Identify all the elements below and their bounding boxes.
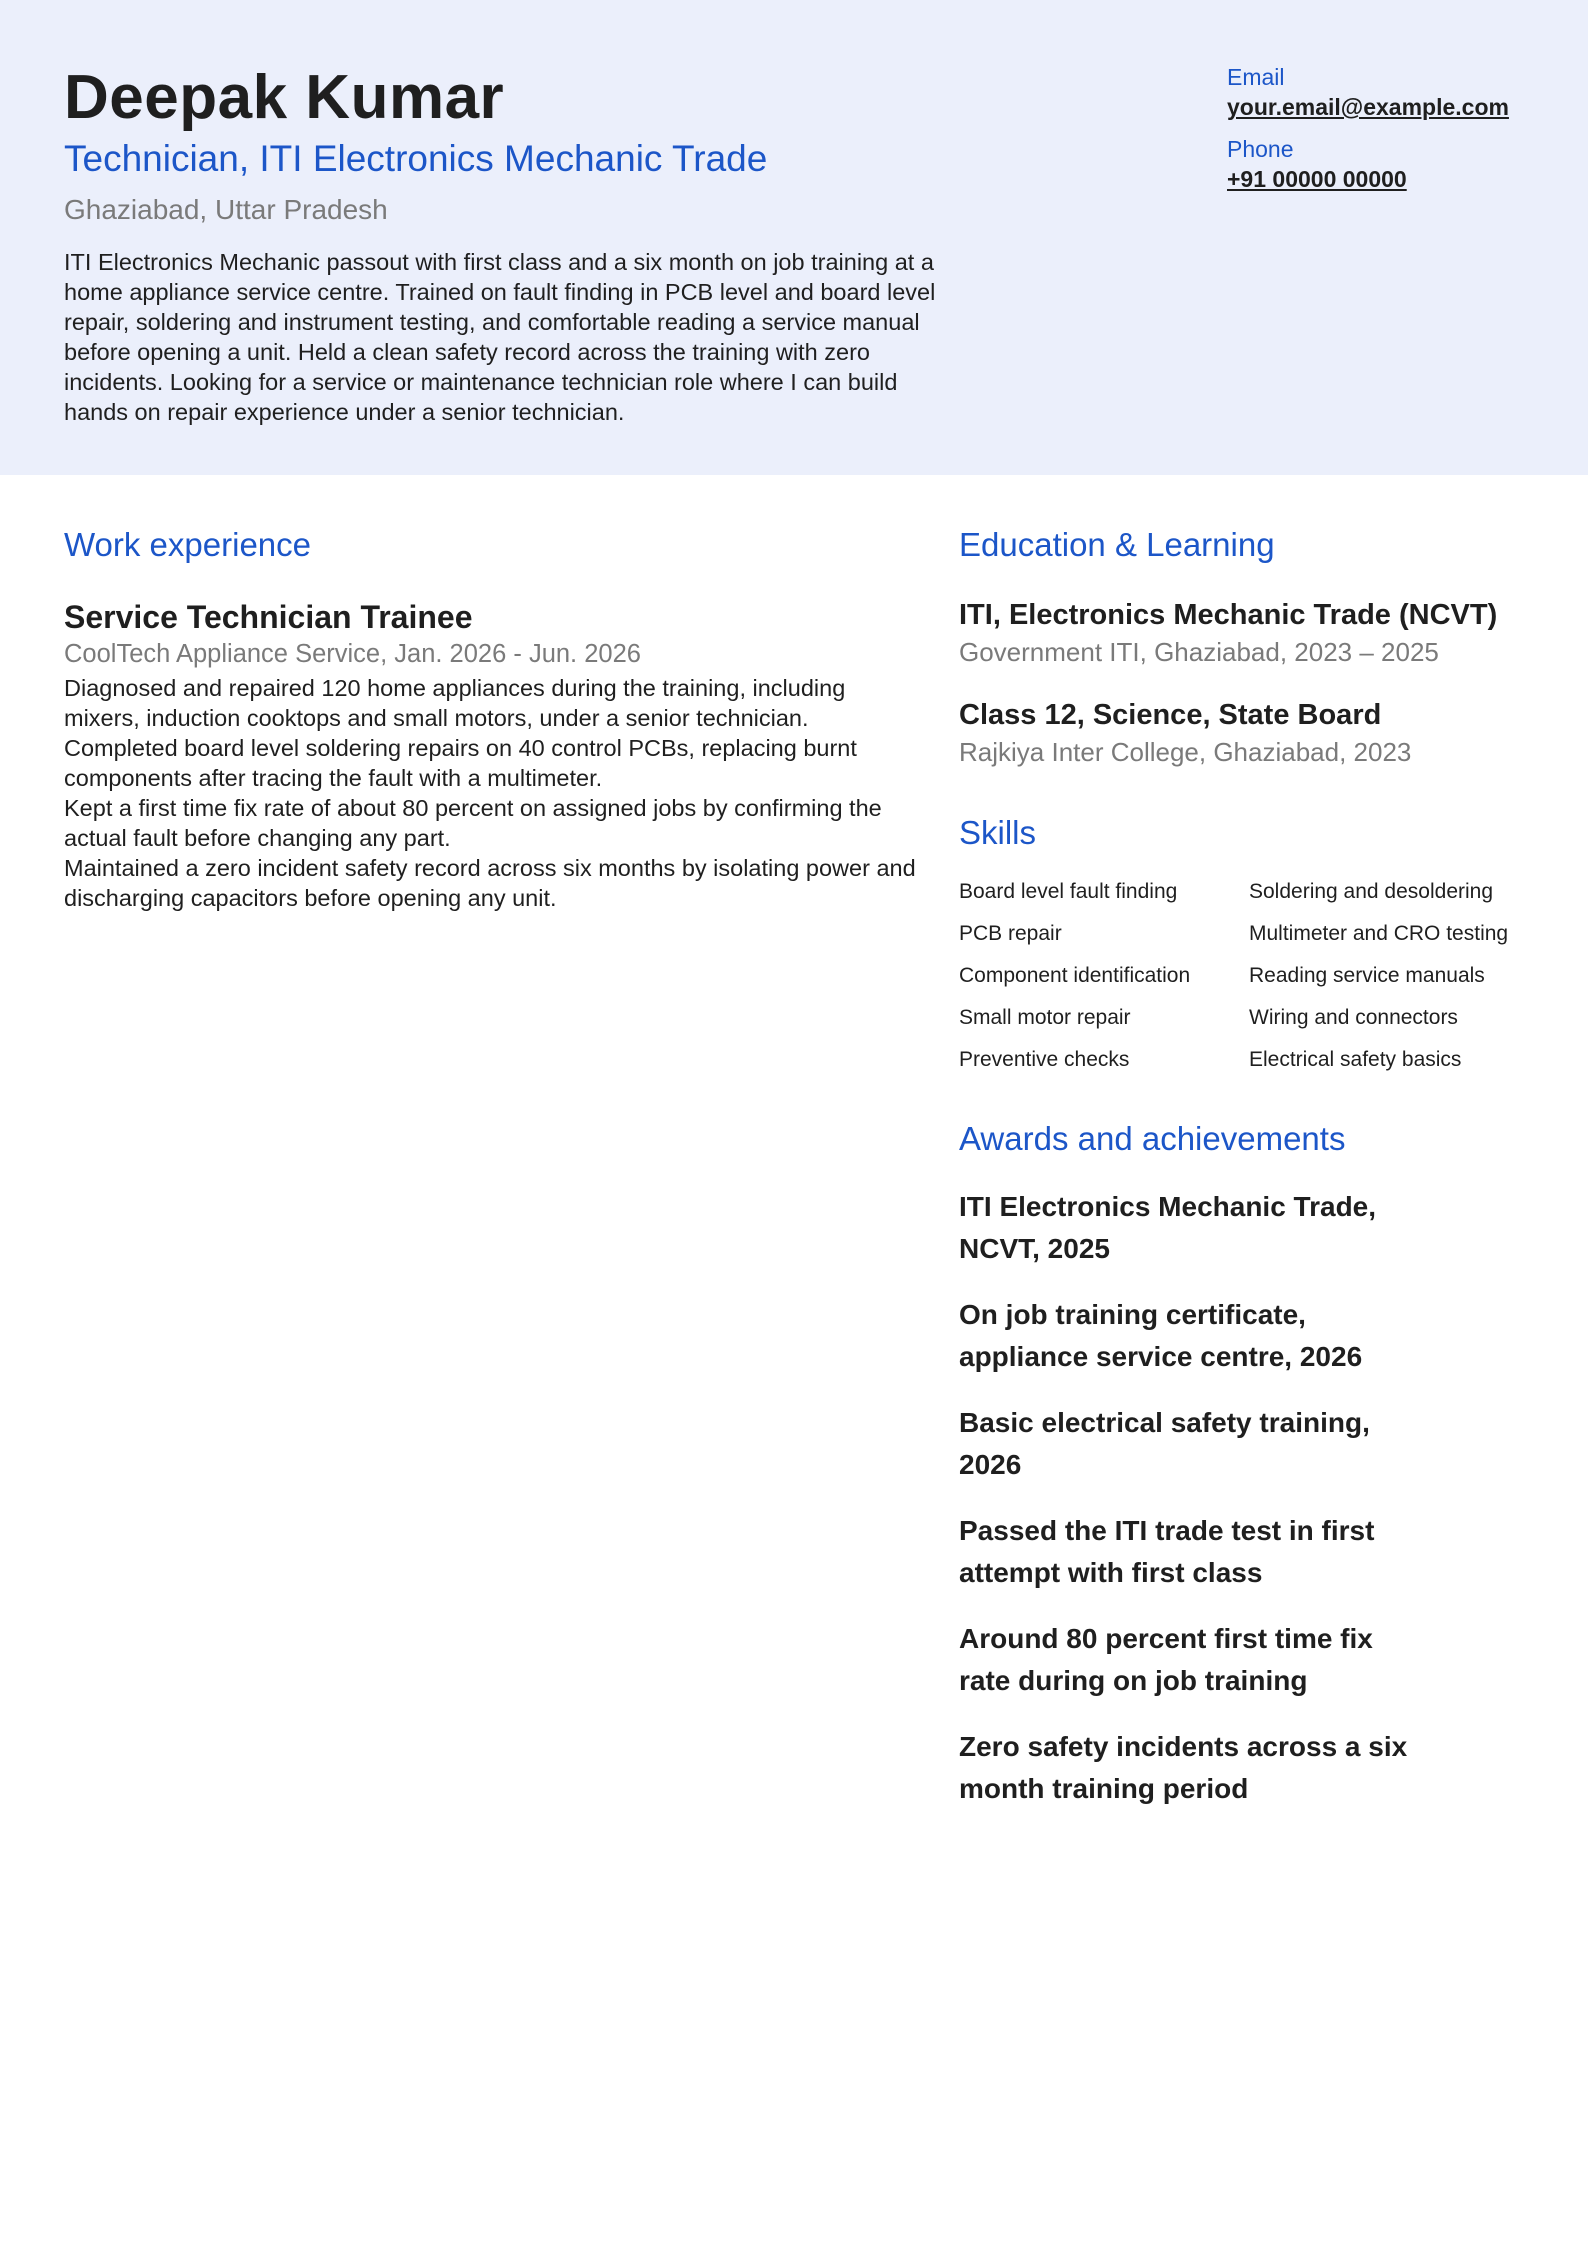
- skill-item: Preventive checks: [959, 1048, 1130, 1071]
- education-title: ITI, Electronics Mechanic Trade (NCVT): [959, 599, 1498, 631]
- award-item: Zero safety incidents across a six month training period: [959, 1731, 1408, 1804]
- skill-item: Multimeter and CRO testing: [1249, 922, 1509, 945]
- skills-heading: Skills: [959, 814, 1037, 851]
- award-item: On job training certificate, appliance service centre, 2026: [959, 1299, 1363, 1372]
- skill-item: Wiring and connectors: [1249, 1006, 1458, 1029]
- education-title: Class 12, Science, State Board: [959, 699, 1382, 731]
- contact-info: [1227, 62, 1567, 194]
- skill-item: Board level fault finding: [959, 880, 1178, 903]
- awards-list: [959, 1186, 1559, 1810]
- skill-item: PCB repair: [959, 922, 1062, 945]
- skills-grid: [959, 878, 1559, 1074]
- job-bullets: [64, 673, 924, 913]
- job-bullet: Maintained a zero incident safety record across six months by isolating power and discharging capacitors before opening any unit.: [64, 855, 916, 911]
- education-item: [959, 696, 1559, 770]
- skill-item: Component identification: [959, 964, 1191, 987]
- job-bullet: Completed board level soldering repairs on 40 control PCBs, replacing burnt components after tracing the fault with a multimeter.: [64, 735, 857, 791]
- left-column: [64, 520, 924, 913]
- candidate-name: Deepak Kumar: [64, 63, 505, 132]
- education-institution: Rajkiya Inter College, Ghaziabad, 2023: [959, 737, 1412, 767]
- education-institution: Government ITI, Ghaziabad, 2023 – 2025: [959, 637, 1439, 667]
- job-meta: CoolTech Appliance Service, Jan. 2026 - Jun. 2026: [64, 640, 641, 668]
- phone-label: Phone: [1227, 136, 1294, 162]
- skill-item: Reading service manuals: [1249, 964, 1485, 987]
- work-experience-heading: Work experience: [64, 526, 312, 563]
- education-heading: Education & Learning: [959, 526, 1275, 563]
- education-list: [959, 596, 1559, 770]
- email-block: [1227, 62, 1567, 122]
- skill-item: Small motor repair: [959, 1006, 1131, 1029]
- job-bullet: Kept a first time fix rate of about 80 percent on assigned jobs by confirming the actual fault before changing any part.: [64, 795, 882, 851]
- right-column: [959, 520, 1559, 1810]
- phone-block: [1227, 134, 1567, 194]
- candidate-location: Ghaziabad, Uttar Pradesh: [64, 194, 388, 225]
- awards-heading: Awards and achievements: [959, 1120, 1346, 1157]
- award-item: Basic electrical safety training, 2026: [959, 1407, 1370, 1480]
- phone-link[interactable]: +91 00000 00000: [1227, 166, 1407, 192]
- resume-header: [0, 0, 1588, 475]
- email-link[interactable]: your.email@example.com: [1227, 94, 1509, 120]
- skill-item: Soldering and desoldering: [1249, 880, 1494, 903]
- candidate-role: Technician, ITI Electronics Mechanic Trade: [64, 138, 768, 179]
- job-entry: [64, 597, 924, 913]
- award-item: ITI Electronics Mechanic Trade, NCVT, 2025: [959, 1191, 1377, 1264]
- email-label: Email: [1227, 64, 1285, 90]
- profile-summary: ITI Electronics Mechanic passout with first class and a six month on job training at a home appliance service centre. Trained on fault finding in PCB level and board level repair, soldering and instrument testing, and comfortable reading a service manual before opening a unit. Held a clean safety record across the training with zero incidents. Looking for a service or maintenance technician role where I can build hands on repair experience under a senior technician.: [64, 249, 936, 425]
- award-item: Passed the ITI trade test in first attempt with first class: [959, 1515, 1375, 1588]
- job-title: Service Technician Trainee: [64, 599, 473, 635]
- job-bullet: Diagnosed and repaired 120 home appliances during the training, including mixers, induction cooktops and small motors, under a senior technician.: [64, 675, 846, 731]
- skill-item: Electrical safety basics: [1249, 1048, 1462, 1071]
- education-item: [959, 596, 1559, 670]
- award-item: Around 80 percent first time fix rate during on job training: [959, 1623, 1373, 1696]
